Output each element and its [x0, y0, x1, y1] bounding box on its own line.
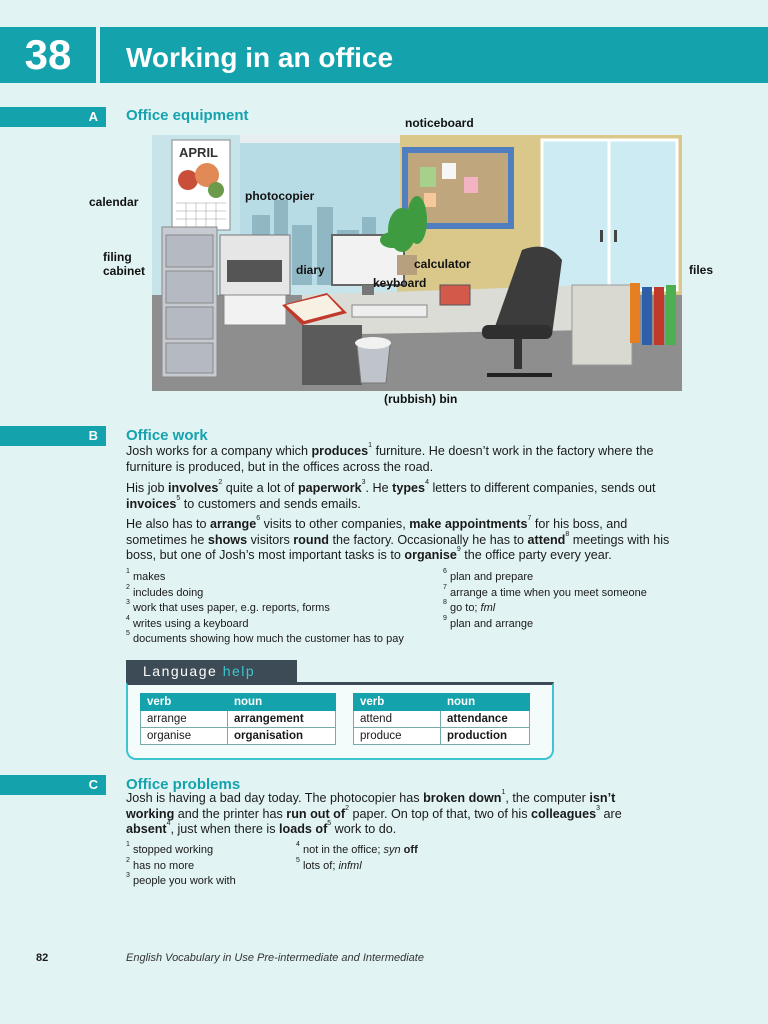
table-row: produce production — [354, 728, 530, 745]
section-b-heading: Office work — [126, 427, 208, 444]
label-calculator: calculator — [414, 257, 471, 271]
label-files: files — [689, 263, 714, 277]
section-c-heading: Office problems — [126, 776, 241, 793]
label-noticeboard: noticeboard — [405, 116, 474, 130]
page-number: 82 — [36, 952, 49, 964]
table-row: arrange arrangement — [141, 711, 336, 728]
word-table-2: verb noun attend attendance produce production — [353, 693, 530, 745]
footnote: $^1$ stopped working — [126, 841, 214, 856]
label-keyboard: keyboard — [373, 276, 427, 290]
section-a-tab: A — [0, 107, 106, 127]
label-cabinet: cabinet — [103, 264, 146, 278]
language-help-box — [126, 682, 554, 760]
footnote: $^5$ documents showing how much the customer has to pay — [126, 630, 404, 645]
footnote: $^5$ lots of; infml — [296, 856, 362, 872]
footnotes-b-left — [126, 570, 436, 648]
label-calendar: calendar — [89, 195, 139, 209]
section-a-heading: Office equipment — [126, 107, 249, 124]
section-c-tab: C — [0, 775, 106, 795]
section-b-tab: B — [0, 426, 106, 446]
footnote: $^3$ work that uses paper, e.g. reports, forms — [126, 599, 330, 614]
paragraph-b3: He also has to arrange$^6$ visits to other companies, make appointments$^7$ for his boss, and sometimes he shows visitors round the factory. Occasionally he has to attend$^8$ meetings with his boss, but one of Josh’s most important tasks is to organise$^9$ the office party every year. — [126, 515, 670, 562]
unit-number: 38 — [0, 27, 96, 83]
footnote: $^3$ people you work with — [126, 872, 236, 887]
footnote: $^7$ arrange a time when you meet someone — [443, 583, 647, 599]
language-help-title: Language help — [126, 660, 297, 682]
label-photocopier: photocopier — [245, 189, 315, 203]
calendar-month: APRIL — [179, 145, 218, 160]
footnote: $^2$ has no more — [126, 856, 195, 872]
label-diary: diary — [296, 263, 325, 277]
paragraph-b1: Josh works for a company which produces$^1$ furniture. He doesn’t work in the factory where the furniture is produced, but in the offices across the road. — [126, 442, 654, 474]
footnotes-c-left — [126, 843, 286, 890]
footnote: $^4$ not in the office; syn off — [296, 841, 418, 856]
footnotes-c-right — [296, 843, 496, 874]
label-bin: (rubbish) bin — [384, 392, 458, 406]
footnotes-b-right — [443, 570, 743, 632]
footnote: $^2$ includes doing — [126, 583, 204, 599]
footnote: $^9$ plan and arrange — [443, 614, 534, 630]
table-row: attend attendance — [354, 711, 530, 728]
paragraph-c1: Josh is having a bad day today. The photocopier has broken down$^1$, the computer isn’t working and the printer has run out $of^2$ paper. On top of that, two of his colleagues$^3$ are absent$^4$, just when there is loads $of^5$ work to do. — [126, 789, 622, 836]
footnote: $^8$ go to; fml — [443, 599, 496, 614]
table-row: organise organisation — [141, 728, 336, 745]
book-title: English Vocabulary in Use Pre-intermediate and Intermediate — [126, 952, 424, 964]
paragraph-b2: His job involves$^2$ quite a lot of paperwork$^3$. He types$^4$ letters to different companies, sends out invoices$^5$ to customers and sends emails. — [126, 479, 656, 511]
word-table-1: verb noun arrange arrangement organise organisation — [140, 693, 336, 745]
footnote: $^1$ makes — [126, 568, 166, 583]
label-filing: filing — [103, 250, 132, 264]
page-title: Working in an office — [126, 42, 394, 73]
footnote: $^4$ writes using a keyboard — [126, 614, 249, 630]
footnote: $^6$ plan and prepare — [443, 568, 534, 583]
